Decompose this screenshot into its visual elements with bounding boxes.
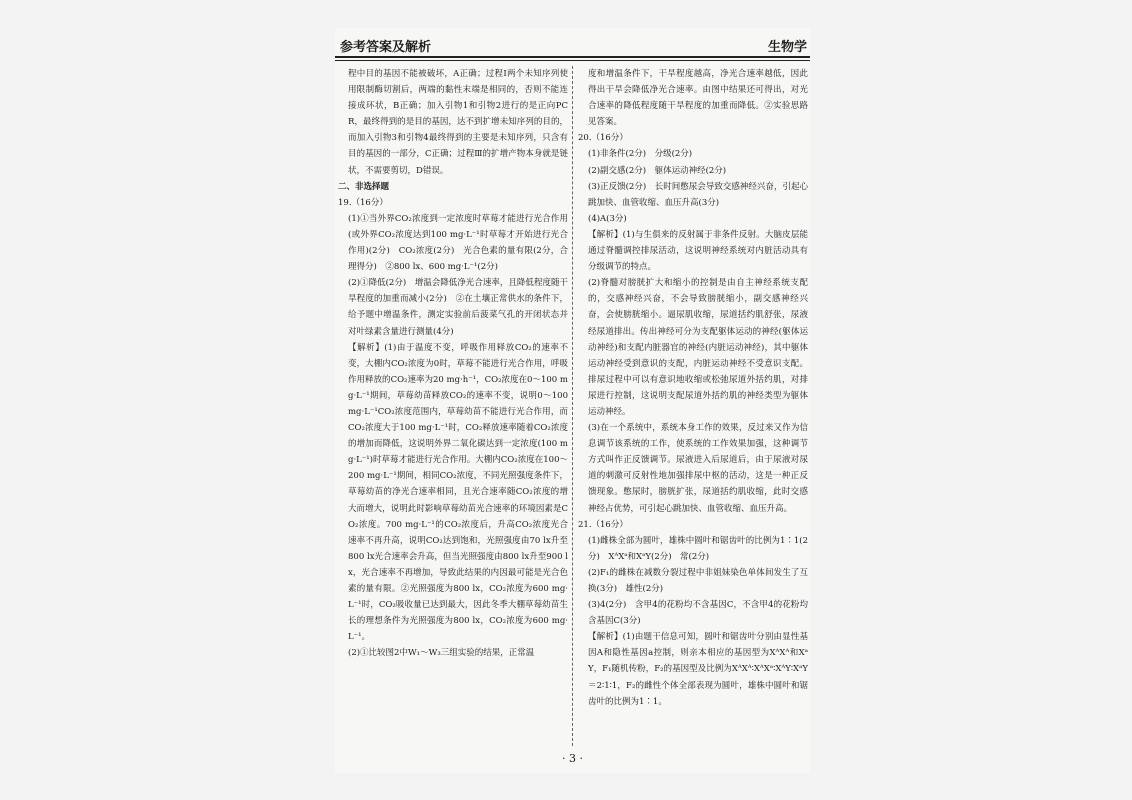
answer-paragraph: (2)①降低(2分) 增温会降低净光合速率，且降低程度随干旱程度的加重而减小(2分) ②在土壤正常供水的条件下，给予题中增温条件，测定实验前后菠菜气孔的开闭状态并对叶绿素含量进行测量(4分) <box>348 278 568 337</box>
left-column <box>338 66 568 661</box>
paragraph: 程中目的基因不能被破坏，A正确；过程Ⅰ两个未知序列使用限制酶切割后，两端的黏性末端是相同的，否则不能连接成环状，B正确；加入引物1和引物2进行的是正向PCR，最终得到的是目的基因，达不到扩增未知序列的目的，而加入引物3和引物4最终得到的主要是未知序列，只含有目的基因的一部分，C正确；过程Ⅲ的扩增产物本身就是链状，不需要剪切，D错误。 <box>348 69 568 176</box>
answer-paragraph: (2)副交感(2分) 躯体运动神经(2分) <box>588 165 727 176</box>
answer-paragraph: (1)①当外界CO₂浓度到一定浓度时草莓才能进行光合作用(或外界CO₂浓度达到100 mg·L⁻¹时草莓才开始进行光合作用)(2分) CO₂浓度(2分) 光合色素的量有限(2分，合理得分) ②800 lx、600 mg·L⁻¹(2分) <box>348 213 568 273</box>
section-heading: 二、非选择题 <box>338 181 390 192</box>
header-rule <box>335 56 810 58</box>
header-subject: 生物学 <box>767 40 807 55</box>
answer-paragraph: (1)雌株全部为圆叶，雄株中圆叶和锯齿叶的比例为1∶1(2分) XᴬXᵃ和XᵃY(2分) 常(2分) <box>588 535 808 562</box>
document-page <box>335 28 810 773</box>
answer-paragraph: (3)正反馈(2分) 长时间憋尿会导致交感神经兴奋，引起心跳加快、血管收缩、血压升高(3分) <box>588 181 808 208</box>
explanation-paragraph: (2)脊髓对膀胱扩大和缩小的控制是由自主神经系统支配的，交感神经兴奋，不会导致膀胱缩小，副交感神经兴奋，会使膀胱缩小。逼尿肌收缩，尿道括约肌舒张，尿液经尿道排出。传出神经可分为支配躯体运动的神经(躯体运动神经)和支配内脏器官的神经(内脏运动神经)，其中躯体运动神经受到意识的支配，内脏运动神经不受意识支配。排尿过程中可以有意识地收缩或松弛尿道外括约肌，对排尿进行控制，这说明支配尿道外括约肌的神经类型为躯体运动神经。 <box>588 278 808 417</box>
header-title: 参考答案及解析 <box>340 40 432 55</box>
question-heading: 21.（16分） <box>578 519 628 530</box>
explanation-paragraph: 【解析】(1)由题干信息可知，圆叶和锯齿叶分别由显性基因A和隐性基因a控制，则亲本相应的基因型为XᴬXᴬ和XᵃY，F₁随机传粉，F₂的基因型及比例为XᴬXᴬ∶XᴬXᵃ∶XᴬY∶XᵃY＝2∶1∶1，F₂的雌性个体全部表现为圆叶，雄株中圆叶和锯齿叶的比例为1∶1。 <box>588 632 808 707</box>
explanation-paragraph: (3)在一个系统中，系统本身工作的效果，反过来又作为信息调节该系统的工作，使系统的工作效果加强，这种调节方式叫作正反馈调节。尿液进入后尿道后，由于尿液对尿道的刺激可反射性地加强排尿中枢的活动，这是一种正反馈现象。憋尿时，膀胱扩张，尿道括约肌收缩，此时交感神经占优势，可引起心跳加快、血管收缩、血压升高。 <box>588 423 808 514</box>
explanation-paragraph: (2)①比较图2中W₁～W₃三组实验的结果，正常温 <box>348 648 535 659</box>
question-heading: 19.（16分） <box>338 197 388 208</box>
header-rule-thin <box>335 60 810 61</box>
answer-paragraph: (3)4(2分) 含甲4的花粉均不含基因C，不含甲4的花粉均含基因C(3分) <box>588 600 808 627</box>
paragraph: 度和增温条件下，干旱程度越高，净光合速率越低，因此得出干旱会降低净光合速率。由图中结果还可得出，对光合速率的降低程度随干旱程度的加重而降低。②实验思路见答案。 <box>588 69 808 128</box>
answer-paragraph: (1)非条件(2分) 分级(2分) <box>588 149 693 160</box>
page-number: · 3 · <box>562 752 583 765</box>
explanation-paragraph: 【解析】(1)与生俱来的反射属于非条件反射。大脑皮层能通过脊髓调控排尿活动，这说明神经系统对内脏活动具有分级调节的特点。 <box>588 229 808 273</box>
right-column <box>578 66 808 710</box>
explanation-paragraph: 【解析】(1)由于温度不变，呼吸作用释放CO₂的速率不变，大棚内CO₂浓度为0时，草莓不能进行光合作用，呼吸作用释放的CO₂速率为20 mg·h⁻¹，CO₂浓度在0～100 mg·L⁻¹期间，草莓幼苗释放CO₂的速率不变，说明0～100 mg·L⁻¹CO₂浓度范围内，草莓幼苗不能进行光合作用，而CO₂浓度大于100 mg·L⁻¹时，CO₂释放速率随着CO₂浓度的增加而降低，这说明外界二氧化碳达到一定浓度(100 mg·L⁻¹)时草莓才能进行光合作用。大棚内CO₂浓度在100～200 mg·L⁻¹期间，相同CO₂浓度，不同光照强度条件下，草莓幼苗的净光合速率相同，且光合速率随CO₂浓度的增大而增大，说明此时影响草莓幼苗光合速率的环境因素是CO₂浓度。700 mg·L⁻¹的CO₂浓度后，升高CO₂浓度光合速率不再升高，说明CO₂达到饱和，光照强度由70 lx升至800 lx光合速率会升高，但当光照强度由800 lx升至900 lx，光合速率不再增加，导致此结果的内因最可能是光合色素的量有限。②光照强度为800 lx，CO₂浓度为600 mg·L⁻¹时，CO₂吸收量已达到最大，因此冬季大棚草莓幼苗生长的理想条件为光照强度为800 lx，CO₂浓度为600 mg·L⁻¹。 <box>348 342 568 643</box>
answer-paragraph: (4)A(3分) <box>588 213 627 224</box>
question-heading: 20.（16分） <box>578 133 628 144</box>
answer-paragraph: (2)F₁的雌株在减数分裂过程中非姐妹染色单体间发生了互换(3分) 雄性(2分) <box>588 567 808 594</box>
column-divider <box>572 66 573 746</box>
